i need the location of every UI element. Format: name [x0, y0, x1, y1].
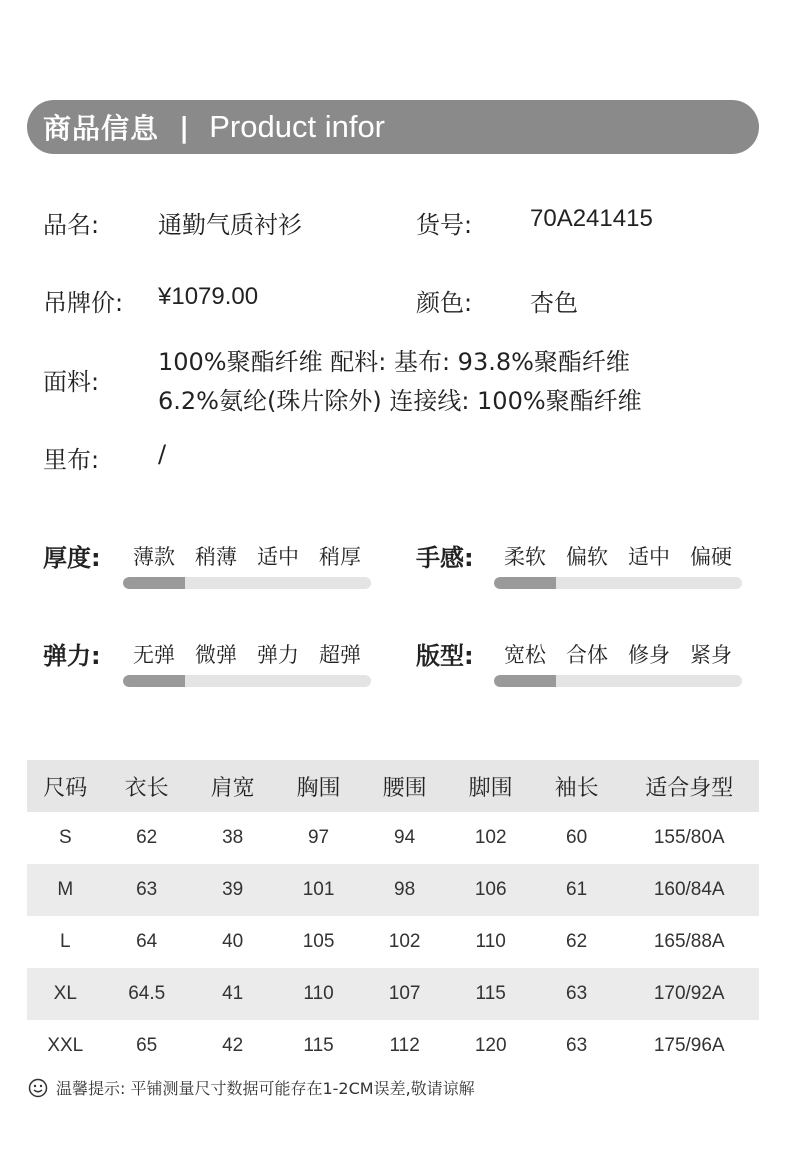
level-fill — [123, 675, 185, 687]
table-cell: L — [59, 931, 71, 952]
option: 偏软 — [566, 545, 608, 569]
table-row — [27, 864, 759, 916]
fabric-label: 面料: — [43, 368, 100, 396]
option: 偏硬 — [690, 545, 732, 569]
attribute-options — [494, 541, 742, 571]
table-cell: 61 — [534, 864, 620, 916]
header-separator: | — [179, 110, 190, 144]
attribute-label: 弹力: — [43, 642, 101, 670]
size-table — [27, 760, 759, 1072]
color-value: 杏色 — [530, 289, 578, 317]
table-cell: XL — [27, 968, 104, 1020]
name-value: 通勤气质衬衫 — [158, 211, 302, 239]
price-label: 吊牌价: — [43, 289, 124, 317]
level-bar — [494, 675, 742, 687]
table-cell: XXL — [47, 1035, 84, 1056]
option: 薄款 — [133, 545, 175, 569]
table-row — [27, 812, 759, 864]
header-title-zh: 商品信息 — [43, 112, 160, 145]
table-cell: 64 — [136, 931, 158, 952]
option: 微弹 — [195, 643, 237, 667]
tip-text: 温馨提示: 平铺测量尺寸数据可能存在1-2CM误差,敬请谅解 — [56, 1079, 475, 1098]
lining-value: / — [158, 440, 167, 468]
table-row — [27, 968, 759, 1020]
table-cell: 120 — [474, 1035, 507, 1056]
table-row — [27, 916, 759, 968]
code-value: 70A241415 — [530, 205, 653, 232]
table-cell: 107 — [362, 968, 448, 1020]
option: 修身 — [628, 643, 670, 667]
option: 适中 — [628, 545, 670, 569]
code-label: 货号: — [416, 211, 473, 239]
attribute-options — [123, 639, 371, 669]
table-cell: 40 — [222, 931, 244, 952]
level-fill — [494, 675, 556, 687]
table-cell: M — [27, 864, 104, 916]
name-label: 品名: — [43, 211, 100, 239]
column-header: 袖长 — [534, 760, 620, 812]
table-cell: 110 — [276, 968, 362, 1020]
price-value: ¥1079.00 — [158, 283, 259, 310]
option: 稍薄 — [195, 545, 237, 569]
table-cell: 160/84A — [619, 864, 759, 916]
table-cell: 41 — [190, 968, 276, 1020]
table-cell: 105 — [302, 931, 335, 952]
table-cell: 115 — [303, 1035, 334, 1056]
option: 无弹 — [133, 643, 175, 667]
option: 柔软 — [504, 545, 546, 569]
table-cell: 64.5 — [104, 968, 190, 1020]
table-cell: 39 — [190, 864, 276, 916]
level-fill — [494, 577, 556, 589]
attribute-options — [494, 639, 742, 669]
level-bar — [123, 675, 371, 687]
table-cell: 63 — [534, 968, 620, 1020]
measurement-tip — [28, 1076, 475, 1099]
table-cell: 102 — [474, 827, 507, 848]
table-cell: 101 — [276, 864, 362, 916]
table-cell: 115 — [448, 968, 534, 1020]
table-cell: 63 — [104, 864, 190, 916]
table-cell: 175/96A — [653, 1035, 725, 1056]
table-cell: 65 — [136, 1035, 158, 1056]
section-header — [27, 100, 759, 154]
option: 合体 — [566, 643, 608, 667]
table-cell: 60 — [566, 827, 588, 848]
option: 适中 — [257, 545, 299, 569]
color-label: 颜色: — [416, 289, 473, 317]
header-title-en: Product infor — [209, 109, 386, 144]
table-cell: 62 — [566, 931, 588, 952]
fabric-line-1: 100%聚酯纤维 配料: 基布: 93.8%聚酯纤维 — [158, 348, 630, 376]
smiley-icon — [28, 1078, 48, 1098]
table-cell: 63 — [566, 1035, 588, 1056]
attribute-label: 版型: — [416, 642, 474, 670]
column-header: 肩宽 — [190, 760, 276, 812]
table-cell: 98 — [362, 864, 448, 916]
table-cell: 170/92A — [619, 968, 759, 1020]
option: 超弹 — [319, 643, 361, 667]
lining-label: 里布: — [43, 446, 100, 474]
table-header-row — [27, 760, 759, 812]
column-header: 衣长 — [104, 760, 190, 812]
option: 宽松 — [504, 643, 546, 667]
option: 弹力 — [257, 643, 299, 667]
table-cell: 42 — [222, 1035, 244, 1056]
attribute-label: 手感: — [416, 544, 474, 572]
table-cell: 38 — [222, 827, 244, 848]
column-header: 胸围 — [276, 760, 362, 812]
option: 稍厚 — [319, 545, 361, 569]
table-cell: 106 — [448, 864, 534, 916]
table-cell: S — [58, 827, 72, 848]
table-cell: 94 — [394, 827, 416, 848]
level-bar — [123, 577, 371, 589]
attribute-label: 厚度: — [43, 544, 101, 572]
column-header: 尺码 — [27, 760, 104, 812]
level-fill — [123, 577, 185, 589]
column-header: 适合身型 — [619, 760, 759, 812]
option: 紧身 — [690, 643, 732, 667]
table-cell: 102 — [388, 931, 421, 952]
table-cell: 62 — [136, 827, 158, 848]
column-header: 腰围 — [362, 760, 448, 812]
table-cell: 112 — [389, 1035, 420, 1056]
table-cell: 155/80A — [653, 827, 725, 848]
attribute-options — [123, 541, 371, 571]
level-bar — [494, 577, 742, 589]
table-row — [27, 1020, 759, 1072]
table-cell: 165/88A — [653, 931, 725, 952]
fabric-line-2: 6.2%氨纶(珠片除外) 连接线: 100%聚酯纤维 — [158, 387, 642, 415]
column-header: 脚围 — [448, 760, 534, 812]
table-cell: 97 — [307, 827, 330, 848]
table-cell: 110 — [475, 931, 506, 952]
